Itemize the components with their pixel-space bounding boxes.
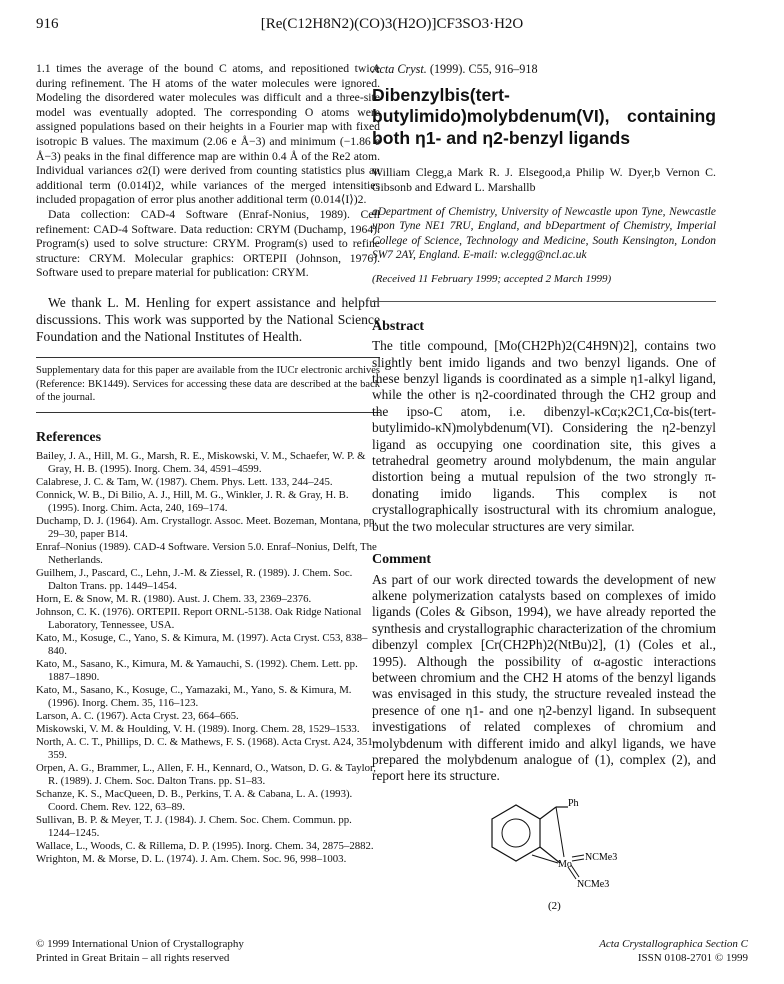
authors: William Clegg,a Mark R. J. Elsegood,a Philip W. Dyer,b Vernon C. Gibsonb and Edward L. Marshallb xyxy=(372,165,716,195)
comment-heading: Comment xyxy=(372,551,432,567)
ncme3-label-b: NCMe3 xyxy=(577,878,610,890)
reference-item: Kato, M., Kosuge, C., Yano, S. & Kimura, M. (1997). Acta Cryst. C53, 838–840. xyxy=(36,631,368,657)
article-title: Dibenzylbis(tert-butylimido)molybdenum(VI), containing both η1- and η2-benzyl ligands xyxy=(372,84,716,148)
mo-ch2-bond xyxy=(556,807,564,857)
running-title: [Re(C12H8N2)(CO)3(H2O)]CF3SO3·H2O xyxy=(260,16,524,32)
reference-item: North, A. C. T., Phillips, D. C. & Mathews, F. S. (1968). Acta Cryst. A24, 351–359. xyxy=(36,735,379,761)
left-column xyxy=(36,62,380,866)
mo-n-bond-a2 xyxy=(572,859,584,861)
data-collection-paragraph: Data collection: CAD-4 Software (Enraf-Nonius, 1989). Cell refinement: CAD-4 Software. Data reduction: CRYM (Duchamp, 1964). Program(s) used to solve structure: CRYM. Program(s) used to refine structure: CRYM. Molecular graphics: ORTEPII (Johnson, 1976). Software used to prepare material for publication: CRYM. xyxy=(36,207,380,280)
journal-reference xyxy=(372,62,716,77)
received-dates: (Received 11 February 1999; accepted 2 March 1999) xyxy=(372,272,612,285)
reference-item: Orpen, A. G., Brammer, L., Allen, F. H., Kennard, O., Watson, D. G. & Taylor, R. (1989). J. Chem. Soc. Dalton Trans. pp. S1–83. xyxy=(36,761,376,787)
aromatic-circle xyxy=(502,819,530,847)
reference-item: Wrighton, M. & Morse, D. L. (1974). J. Am. Chem. Soc. 96, 998–1003. xyxy=(36,852,347,865)
chemical-structure-diagram xyxy=(472,797,642,917)
reference-item: Enraf–Nonius (1989). CAD-4 Software. Version 5.0. Enraf–Nonius, Delft, The Netherlands. xyxy=(36,540,377,566)
reference-item: Guilhem, J., Pascard, C., Lehn, J.-M. & Ziessel, R. (1989). J. Chem. Soc. Dalton Trans. pp. 1449–1454. xyxy=(36,566,353,592)
journal-ref-year: (1999). xyxy=(429,62,466,76)
comment-text: As part of our work directed towards the development of new alkene polymerization catalysts based on complexes of imido ligands (Coles & Gibson, 1994), we have already reported the synthesis and crystallographic characterization of the chromium dibenzyl complex [Cr(CH2Ph)2(NtBu)2], (1) (Coles et al., 1995). Although the possibility of α-agostic interactions between chromium and the CH2 H atoms of the benzyl ligands was envisaged in this study, the structure revealed instead the presence of one η1- and one η2-benzyl ligand. In subsequent investigations of related complexes of chromium and molybdenum with different imido and alkyl ligands, we have prepared the molybdenum analogue of (1), complex (2), and report here its structure. xyxy=(372,571,716,784)
references-list xyxy=(36,450,380,866)
footer-left xyxy=(36,937,244,965)
reference-item: Kato, M., Sasano, K., Kimura, M. & Yamauchi, S. (1992). Chem. Lett. pp. 1887–1890. xyxy=(36,657,358,683)
reference-item: Kato, M., Sasano, K., Kosuge, C., Yamazaki, M., Yano, S. & Kimura, M. (1996). Inorg. Chem. 35, 116–123. xyxy=(36,683,352,709)
right-column xyxy=(372,62,716,921)
reference-item: Larson, A. C. (1967). Acta Cryst. 23, 664–665. xyxy=(36,709,239,722)
abstract-heading: Abstract xyxy=(372,318,425,334)
page-number: 916 xyxy=(36,16,59,32)
reference-item: Calabrese, J. C. & Tam, W. (1987). Chem. Phys. Lett. 133, 244–245. xyxy=(36,475,333,488)
references-heading: References xyxy=(36,429,102,445)
ph-label: Ph xyxy=(568,797,579,809)
supplementary-note: Supplementary data for this paper are available from the IUCr electronic archives (Reference: BK1449). Services for accessing these data are described at the back of the journal. xyxy=(36,364,380,413)
divider xyxy=(36,357,380,358)
reference-item: Miskowski, V. M. & Houlding, V. H. (1989). Inorg. Chem. 28, 1529–1533. xyxy=(36,722,360,735)
compound-label: (2) xyxy=(548,899,561,912)
mo-n-bond-b2 xyxy=(571,865,579,877)
reference-item: Connick, W. B., Di Bilio, A. J., Hill, M. G., Winkler, J. R. & Gray, H. B. (1995). Inorg. Chim. Acta, 240, 169–174. xyxy=(36,488,349,514)
mo-n-bond-a xyxy=(572,855,584,857)
abstract-text: The title compound, [Mo(CH2Ph)2(C4H9N)2], contains two slightly bent imido ligands and two benzyl ligands. One of these benzyl ligands is coordinated as a simple η1-alkyl ligand, while the other is η2-coordinated through the CH2 group and the ipso-C atom, i.e. dibenzyl-κCα;κ2C1,Cα-bis(tert-butylimido-κN)molybdenum(VI). Considering the η2-benzyl ligand as occupying one coordination site, this gives a tetrahedral geometry around molybdenum, the main angular distortion being a mutual repulsion of the two strongly π-donating imido ligands. This complex is not crystallographically isostructural with its chromium analogue, but the two molecular structures are very similar. xyxy=(372,338,716,534)
page-header xyxy=(36,16,748,38)
divider xyxy=(372,301,716,302)
ncme3-label-a: NCMe3 xyxy=(585,851,618,863)
reference-item: Sullivan, B. P. & Meyer, T. J. (1984). J. Chem. Soc. Chem. Commun. pp. 1244–1245. xyxy=(36,813,352,839)
reference-item: Wallace, L., Woods, C. & Rillema, D. P. (1995). Inorg. Chem. 34, 2875–2882. xyxy=(36,839,374,852)
journal-ref-prefix: Acta Cryst. xyxy=(372,62,427,76)
benzene-ring xyxy=(492,805,540,861)
reference-item: Johnson, C. K. (1976). ORTEPII. Report ORNL-5138. Oak Ridge National Laboratory, Tennessee, USA. xyxy=(36,605,362,631)
printed-line: Printed in Great Britain – all rights reserved xyxy=(36,952,230,964)
affiliations: aDepartment of Chemistry, University of Newcastle upon Tyne, Newcastle upon Tyne NE1 7RU, England, and bDepartment of Chemistry, Imperial College of Science, Technology and Medicine, South Kensington, London SW7 2AY, England. E-mail: w.clegg@ncl.ac.uk xyxy=(372,206,716,261)
continuation-paragraph: 1.1 times the average of the bound C atoms, and repositioned twice during refinement. The H atoms of the water molecules were ignored. Modeling the disordered water molecules was difficult and a three-site model was eventually adopted. The corresponding O atoms were assigned populations based on their heights in a Fourier map with fixed isotropic B values. The maximum (2.06 e Å−3) and minimum (−1.86 e Å−3) peaks in the final difference map are within 0.4 Å of the Re2 atom. Individual variances σ2(I) were derived from counting statistics plus an additional term (0.014I)2, while variances of the merged intensities included propagation of error plus another additional term (0.014⟨I⟩)2. xyxy=(36,62,380,207)
journal-name: Acta Crystallographica Section C xyxy=(599,938,748,950)
mo-label: Mo xyxy=(558,858,572,870)
reference-item: Schanze, K. S., MacQueen, D. B., Perkins, T. A. & Cabana, L. A. (1993). Coord. Chem. Rev. 122, 63–89. xyxy=(36,787,353,813)
footer-right xyxy=(599,937,748,965)
journal-ref-pages: C55, 916–918 xyxy=(468,62,538,76)
issn-line: ISSN 0108-2701 © 1999 xyxy=(637,952,748,964)
reference-item: Horn, E. & Snow, M. R. (1980). Aust. J. Chem. 33, 2369–2376. xyxy=(36,592,312,605)
reference-item: Bailey, J. A., Hill, M. G., Marsh, R. E., Miskowski, V. M., Schaefer, W. P. & Gray, H. B. (1995). Inorg. Chem. 34, 4591–4599. xyxy=(36,449,366,475)
reference-item: Duchamp, D. J. (1964). Am. Crystallogr. Assoc. Meet. Bozeman, Montana, pp. 29–30, paper B14. xyxy=(36,514,377,540)
acknowledgement: We thank L. M. Henling for expert assistance and helpful discussions. This work was supported by the National Science Foundation and the National Institutes of Health. xyxy=(36,294,380,344)
copyright-line: © 1999 International Union of Crystallography xyxy=(36,938,244,950)
ch2-bond xyxy=(540,807,556,819)
